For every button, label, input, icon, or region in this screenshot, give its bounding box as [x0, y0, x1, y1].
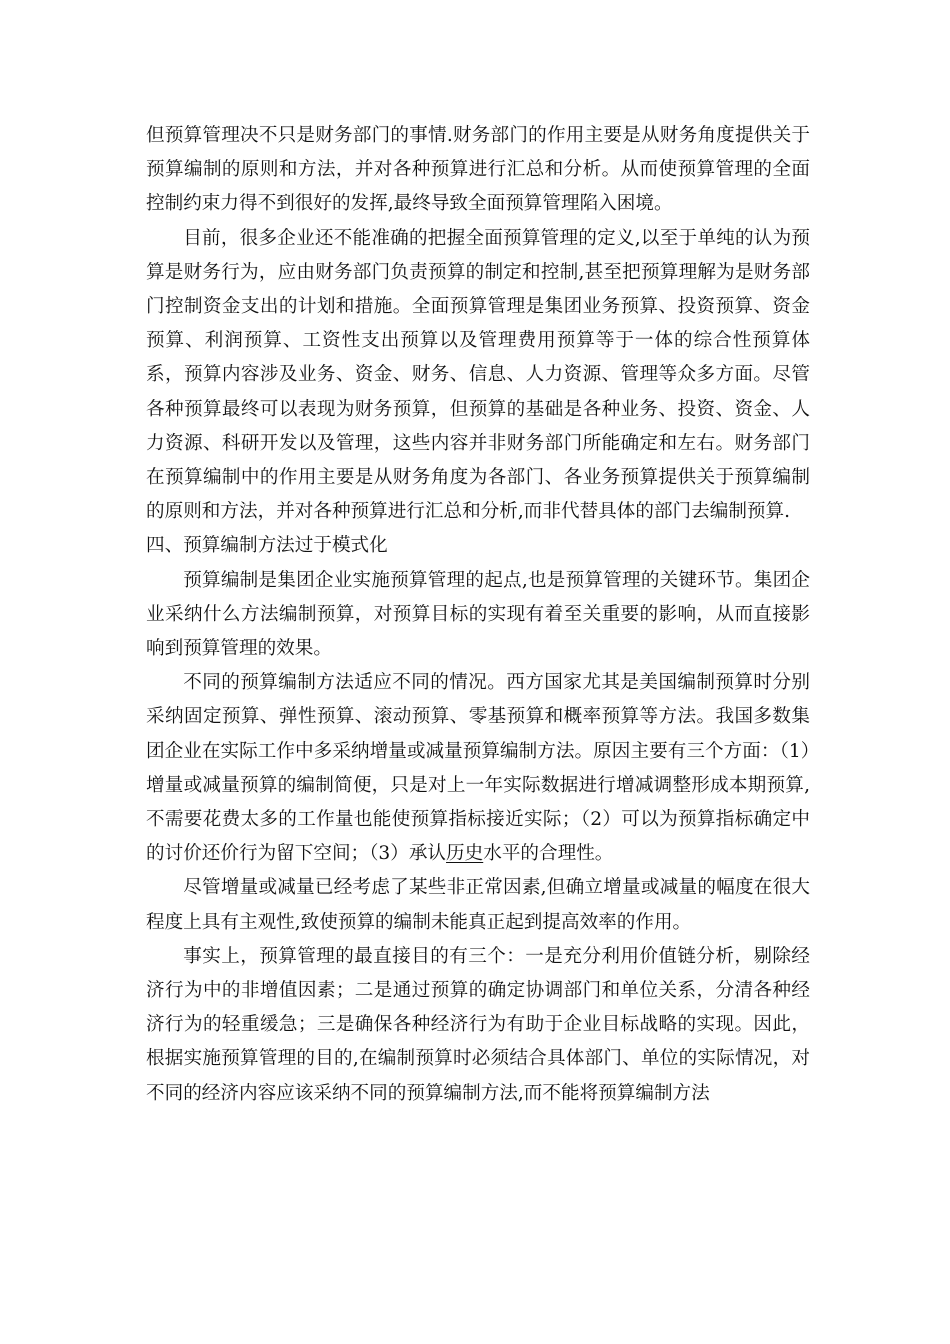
paragraph-3: 预算编制是集团企业实施预算管理的起点,也是预算管理的关键环节。集团企业采纳什么方法编制预算，对预算目标的实现有着至关重要的影响，从而直接影响到预算管理的效果。: [146, 569, 810, 660]
paragraph-1: 但预算管理决不只是财务部门的事情.财务部门的作用主要是从财务角度提供关于预算编制的原则和方法，并对各种预算进行汇总和分析。从而使预算管理的全面控制约束力得不到很好的发挥,最终导致全面预算管理陷入困境。: [146, 125, 810, 215]
section-heading: 四、预算编制方法过于模式化: [146, 535, 388, 557]
paragraph-4-text: 不同的预算编制方法适应不同的情况。西方国家尤其是美国编制预算时分别采纳固定预算、弹性预算、滚动预算、零基预算和概率预算等方法。我国多数集团企业在实际工作中多采纳增量或减量预算编制方法。原因主要有三个方面：（1）增量或减量预算的编制简便，只是对上一年实际数据进行增减调整形成本期预算,不需要花费太多的工作量也能使预算指标接近实际；（2）可以为预算指标确定中的讨价还价行为留下空间；（3）承认: [146, 672, 810, 865]
paragraph-6: 事实上，预算管理的最直接目的有三个：一是充分利用价值链分析，剔除经济行为中的非增值因素；二是通过预算的确定协调部门和单位关系，分清各种经济行为的轻重缓急；三是确保各种经济行为有助于企业目标战略的实现。因此，根据实施预算管理的目的,在编制预算时必须结合具体部门、单位的实际情况，对不同的经济内容应该采纳不同的预算编制方法,而不能将预算编制方法: [146, 945, 810, 1104]
paragraph-5: 尽管增量或减量已经考虑了某些非正常因素,但确立增量或减量的幅度在很大程度上具有主观性,致使预算的编制未能真正起到提高效率的作用。: [146, 877, 810, 933]
document-page: [146, 119, 810, 1111]
underlined-term: 历史: [446, 843, 484, 865]
paragraph-2: 目前，很多企业还不能准确的把握全面预算管理的定义,以至于单纯的认为预算是财务行为，应由财务部门负责预算的制定和控制,甚至把预算理解为是财务部门控制资金支出的计划和措施。全面预算管理是集团业务预算、投资预算、资金预算、利润预算、工资性支出预算以及管理费用预算等于一体的综合性预算体系，预算内容涉及业务、资金、财务、信息、人力资源、管理等众多方面。尽管各种预算最终可以表现为财务预算，但预算的基础是各种业务、投资、资金、人力资源、科研开发以及管理，这些内容并非财务部门所能确定和左右。财务部门在预算编制中的作用主要是从财务角度为各部门、各业务预算提供关于预算编制的原则和方法，并对各种预算进行汇总和分析,而非代替具体的部门去编制预算.: [146, 227, 810, 523]
paragraph-4: [146, 666, 810, 871]
paragraph-4-end: 水平的合理性。: [483, 843, 614, 865]
